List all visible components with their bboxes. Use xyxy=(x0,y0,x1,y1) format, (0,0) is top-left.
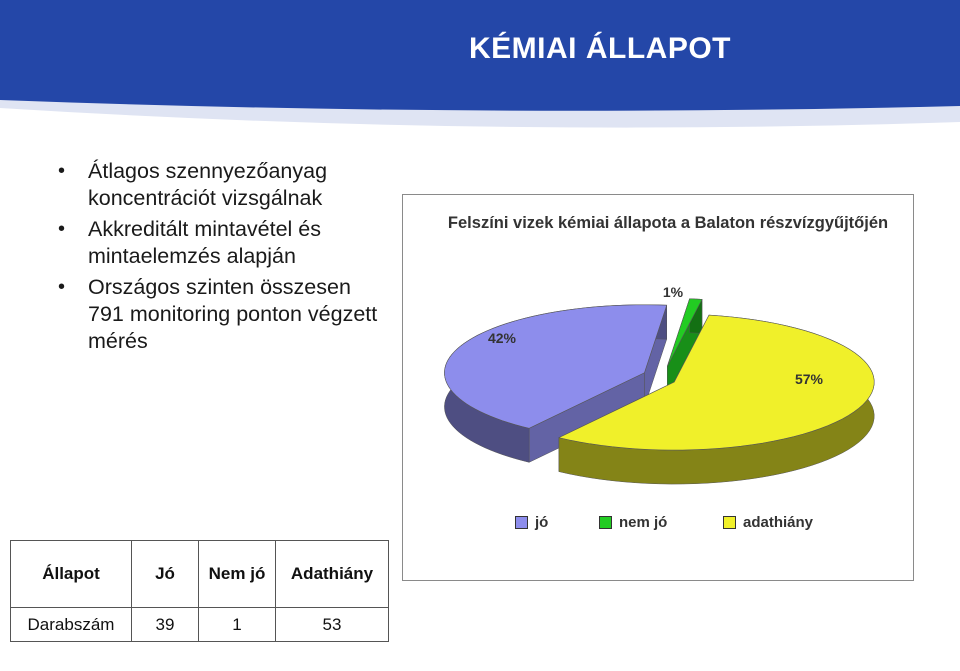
table-row xyxy=(11,608,389,642)
header-banner xyxy=(0,0,960,135)
bullet-item: • Átlagos szennyezőanyag koncentrációt vizsgálnak xyxy=(58,158,388,212)
table-header-cell: Nem jó xyxy=(199,541,276,608)
chart-title: Felszíni vizek kémiai állapota a Balaton részvízgyűjtőjén xyxy=(447,214,889,232)
chart-legend xyxy=(403,514,915,538)
legend-item xyxy=(515,514,548,531)
legend-item xyxy=(723,514,813,531)
legend-label: jó xyxy=(535,514,549,531)
legend-label: adathiány xyxy=(743,514,814,531)
table-header-cell: Jó xyxy=(132,541,199,608)
legend-swatch xyxy=(723,516,736,529)
table-header-cell: Adathiány xyxy=(276,541,389,608)
legend-swatch xyxy=(599,516,612,529)
legend-item xyxy=(599,514,667,531)
table-cell: Darabszám xyxy=(11,608,132,642)
table-cell: 53 xyxy=(276,608,389,642)
legend-label: nem jó xyxy=(619,514,668,531)
table-cell: 1 xyxy=(199,608,276,642)
table-header-row xyxy=(11,541,389,608)
pie-chart xyxy=(402,194,914,581)
data-label: 57% xyxy=(794,371,824,387)
legend-swatch xyxy=(515,516,528,529)
data-label: 42% xyxy=(487,330,517,346)
bullet-item: • Akkreditált mintavétel és mintaelemzés alapján xyxy=(58,216,388,270)
data-table xyxy=(10,540,389,642)
bullet-item: • Országos szinten összesen 791 monitoring ponton végzett mérés xyxy=(58,274,388,355)
table-cell: 39 xyxy=(132,608,199,642)
data-label: 1% xyxy=(662,284,684,300)
table-header-cell: Állapot xyxy=(11,541,132,608)
page-title: KÉMIAI ÁLLAPOT xyxy=(469,32,731,65)
bullet-list xyxy=(58,158,388,359)
